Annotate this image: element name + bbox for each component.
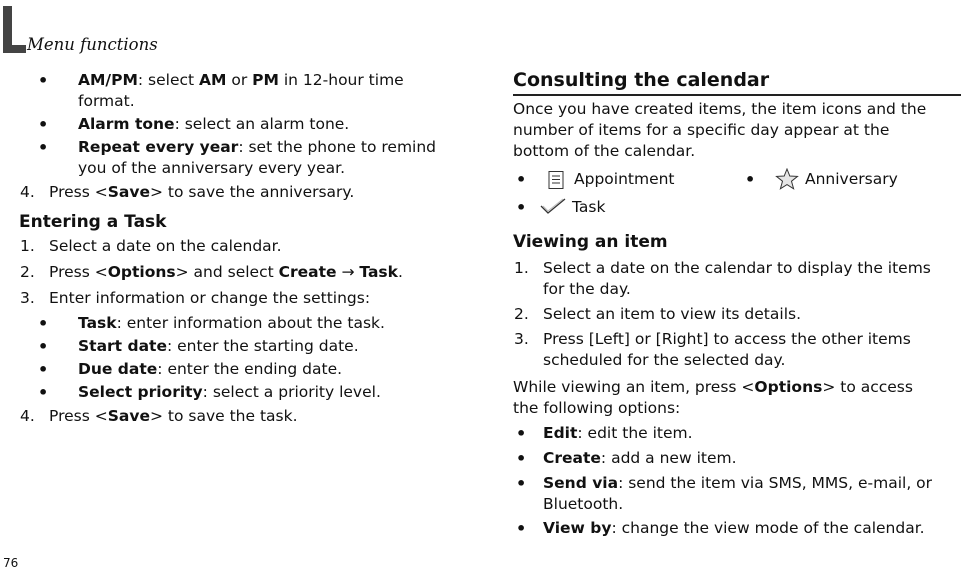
task-bullet-priority: Select priority: select a priority level. xyxy=(78,383,381,401)
bullet-icon: • xyxy=(38,314,49,333)
step-number: 3. xyxy=(514,330,529,348)
task-bullet-due-date: Due date: enter the ending date. xyxy=(78,360,343,378)
step-number: 4. xyxy=(20,183,35,201)
bullet-icon: • xyxy=(38,138,49,157)
step-number: 3. xyxy=(20,289,35,307)
bullet-repeat: Repeat every year: set the phone to remind xyxy=(78,138,437,156)
legend-anniversary: Anniversary xyxy=(805,170,898,188)
options-intro: While viewing an item, press <Options> to access xyxy=(513,378,913,396)
options-intro-line2: the following options: xyxy=(513,399,681,417)
step-number: 1. xyxy=(20,237,35,255)
bullet-icon: • xyxy=(516,424,527,443)
view-step-1: Select a date on the calendar to display the items xyxy=(543,259,931,277)
header-bar-horizontal xyxy=(3,45,26,53)
bullet-icon: • xyxy=(38,337,49,356)
bullet-icon: • xyxy=(38,71,49,90)
bullet-alarm-tone: Alarm tone: select an alarm tone. xyxy=(78,115,350,133)
anniversary-icon xyxy=(775,168,799,190)
task-step-2: Press <Options> and select Create → Task. xyxy=(49,263,403,281)
option-edit: Edit: edit the item. xyxy=(543,424,693,442)
step-number: 2. xyxy=(514,305,529,323)
intro-line-1: Once you have created items, the item icons and the xyxy=(513,100,927,118)
step-number: 2. xyxy=(20,263,35,281)
view-step-1-line2: for the day. xyxy=(543,280,631,298)
step-number: 1. xyxy=(514,259,529,277)
bullet-icon: • xyxy=(516,519,527,538)
task-step-3: Enter information or change the settings: xyxy=(49,289,371,307)
section-rule xyxy=(513,94,961,96)
option-send-via-line2: Bluetooth. xyxy=(543,495,624,513)
step-save-anniversary: Press <Save> to save the anniversary. xyxy=(49,183,355,201)
step-number: 4. xyxy=(20,407,35,425)
step-save-task: Press <Save> to save the task. xyxy=(49,407,298,425)
bullet-icon: • xyxy=(516,170,527,189)
bullet-icon: • xyxy=(38,115,49,134)
view-step-3: Press [Left] or [Right] to access the other items xyxy=(543,330,911,348)
task-bullet-start-date: Start date: enter the starting date. xyxy=(78,337,359,355)
intro-line-3: bottom of the calendar. xyxy=(513,142,696,160)
option-view-by: View by: change the view mode of the calendar. xyxy=(543,519,925,537)
legend-appointment: Appointment xyxy=(574,170,675,188)
section-title: Consulting the calendar xyxy=(513,69,770,91)
option-create: Create: add a new item. xyxy=(543,449,737,467)
view-heading: Viewing an item xyxy=(513,232,668,252)
bullet-icon: • xyxy=(516,474,527,493)
task-icon xyxy=(538,196,568,216)
bullet-repeat-line2: you of the anniversary every year. xyxy=(78,159,346,177)
view-step-2: Select an item to view its details. xyxy=(543,305,801,323)
bullet-icon: • xyxy=(38,383,49,402)
legend-task: Task xyxy=(572,198,606,216)
bullet-icon: • xyxy=(516,449,527,468)
header-title: Menu functions xyxy=(27,35,158,54)
option-send-via: Send via: send the item via SMS, MMS, e-mail, or xyxy=(543,474,933,492)
page-number: 76 xyxy=(3,556,19,570)
appointment-icon xyxy=(546,170,566,190)
task-step-1: Select a date on the calendar. xyxy=(49,237,282,255)
bullet-icon: • xyxy=(516,198,527,217)
bullet-ampm: AM/PM: select AM or PM in 12-hour time xyxy=(78,71,404,89)
intro-line-2: number of items for a specific day appear at the xyxy=(513,121,890,139)
arrow-icon: → xyxy=(336,263,360,281)
task-heading: Entering a Task xyxy=(19,212,167,232)
bullet-ampm-line2: format. xyxy=(78,92,135,110)
bullet-icon: • xyxy=(745,170,756,189)
bullet-icon: • xyxy=(38,360,49,379)
task-bullet-task: Task: enter information about the task. xyxy=(78,314,385,332)
view-step-3-line2: scheduled for the selected day. xyxy=(543,351,786,369)
